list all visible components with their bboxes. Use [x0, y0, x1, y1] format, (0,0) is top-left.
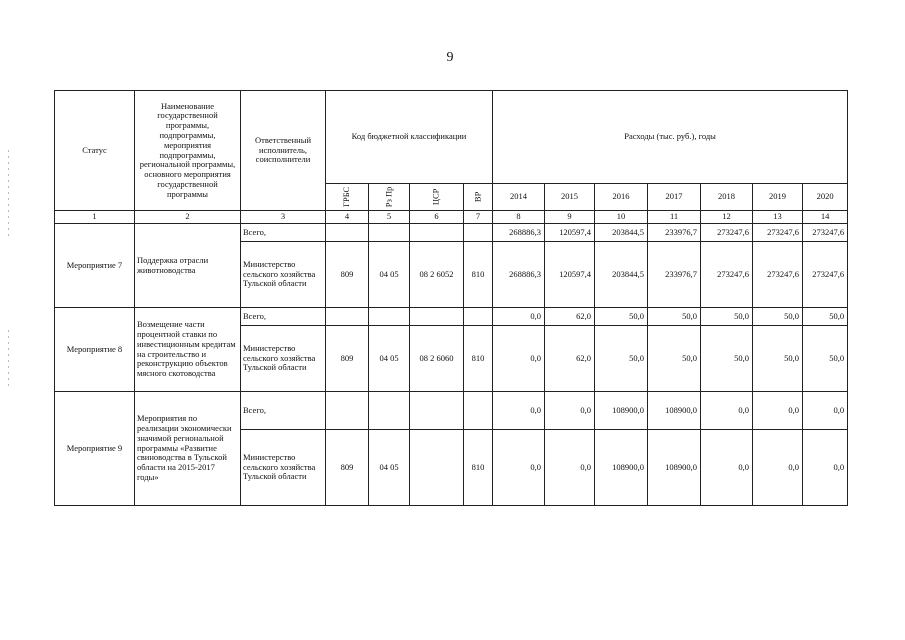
expense-value: 233976,7 [648, 242, 701, 308]
column-number: 6 [410, 211, 464, 224]
measure-name: Возмещение части процентной ставки по инвестиционным кредитам на строительство и реконструкцию объектов мясного скотоводства [135, 308, 241, 392]
empty-code-cell [464, 308, 493, 326]
measure-total-row [55, 308, 848, 326]
column-number-row [55, 211, 848, 224]
header-year: 2015 [545, 184, 595, 211]
expense-value: 108900,0 [595, 430, 648, 506]
column-number: 10 [595, 211, 648, 224]
expense-value: 50,0 [595, 326, 648, 392]
rzpr-code: 04 05 [369, 430, 410, 506]
total-value: 62,0 [545, 308, 595, 326]
expense-value: 273247,6 [753, 242, 803, 308]
header-year: 2016 [595, 184, 648, 211]
empty-code-cell [326, 224, 369, 242]
empty-code-cell [410, 224, 464, 242]
expense-value: 50,0 [803, 326, 848, 392]
total-value: 0,0 [803, 392, 848, 430]
header-year: 2017 [648, 184, 701, 211]
total-value: 50,0 [753, 308, 803, 326]
total-label: Всего, [241, 224, 326, 242]
expense-value: 203844,5 [595, 242, 648, 308]
csr-code [410, 430, 464, 506]
column-number: 11 [648, 211, 701, 224]
total-value: 108900,0 [648, 392, 701, 430]
empty-code-cell [326, 308, 369, 326]
header-executor: Ответственный исполнитель, соисполнители [241, 91, 326, 211]
header-year: 2014 [493, 184, 545, 211]
expense-value: 0,0 [803, 430, 848, 506]
expense-value: 62,0 [545, 326, 595, 392]
header-row [55, 91, 848, 184]
rzpr-code: 04 05 [369, 326, 410, 392]
header-year: 2019 [753, 184, 803, 211]
expense-value: 273247,6 [803, 242, 848, 308]
total-value: 0,0 [753, 392, 803, 430]
empty-code-cell [410, 308, 464, 326]
csr-code: 08 2 6052 [410, 242, 464, 308]
expense-value: 0,0 [493, 430, 545, 506]
column-number: 4 [326, 211, 369, 224]
expense-value: 120597,4 [545, 242, 595, 308]
column-number: 7 [464, 211, 493, 224]
executor: Министерство сельского хозяйства Тульской области [241, 242, 326, 308]
column-number: 5 [369, 211, 410, 224]
empty-code-cell [410, 392, 464, 430]
grbs-code: 809 [326, 326, 369, 392]
total-value: 0,0 [493, 308, 545, 326]
total-value: 273247,6 [701, 224, 753, 242]
column-number: 8 [493, 211, 545, 224]
header-status: Статус [55, 91, 135, 211]
measure-status: Мероприятие 8 [55, 308, 135, 392]
expense-value: 273247,6 [701, 242, 753, 308]
header-rzpr: Рз Пр [369, 184, 410, 211]
budget-table [54, 90, 848, 506]
column-number: 9 [545, 211, 595, 224]
total-label: Всего, [241, 392, 326, 430]
header-year: 2020 [803, 184, 848, 211]
total-value: 268886,3 [493, 224, 545, 242]
empty-code-cell [464, 224, 493, 242]
expense-value: 0,0 [545, 430, 595, 506]
expense-value: 0,0 [753, 430, 803, 506]
empty-code-cell [326, 392, 369, 430]
vr-code: 810 [464, 326, 493, 392]
expense-value: 50,0 [648, 326, 701, 392]
measure-status: Мероприятие 9 [55, 392, 135, 506]
header-expenses: Расходы (тыс. руб.), годы [493, 91, 848, 184]
total-value: 120597,4 [545, 224, 595, 242]
header-csr: ЦСР [410, 184, 464, 211]
column-number: 2 [135, 211, 241, 224]
grbs-code: 809 [326, 242, 369, 308]
total-value: 50,0 [595, 308, 648, 326]
total-value: 50,0 [803, 308, 848, 326]
column-number: 1 [55, 211, 135, 224]
total-value: 50,0 [648, 308, 701, 326]
header-name: Наименование государственной программы, подпрограммы, мероприятия подпрограммы, региональной программы, основного мероприятия государственной программы [135, 91, 241, 211]
expense-value: 268886,3 [493, 242, 545, 308]
expense-value: 0,0 [701, 430, 753, 506]
expense-value: 0,0 [493, 326, 545, 392]
page-number: 9 [446, 50, 454, 65]
measure-total-row [55, 392, 848, 430]
scan-mark [8, 150, 9, 240]
total-value: 233976,7 [648, 224, 701, 242]
vr-code: 810 [464, 242, 493, 308]
header-year: 2018 [701, 184, 753, 211]
total-value: 273247,6 [753, 224, 803, 242]
measure-status: Мероприятие 7 [55, 224, 135, 308]
column-number: 12 [701, 211, 753, 224]
expense-value: 108900,0 [648, 430, 701, 506]
executor: Министерство сельского хозяйства Тульской области [241, 326, 326, 392]
grbs-code: 809 [326, 430, 369, 506]
total-label: Всего, [241, 308, 326, 326]
csr-code: 08 2 6060 [410, 326, 464, 392]
header-vr: ВР [464, 184, 493, 211]
expense-value: 50,0 [753, 326, 803, 392]
vr-code: 810 [464, 430, 493, 506]
scan-mark [8, 330, 9, 390]
total-value: 50,0 [701, 308, 753, 326]
empty-code-cell [464, 392, 493, 430]
executor: Министерство сельского хозяйства Тульской области [241, 430, 326, 506]
total-value: 0,0 [545, 392, 595, 430]
total-value: 0,0 [701, 392, 753, 430]
expense-value: 50,0 [701, 326, 753, 392]
column-number: 3 [241, 211, 326, 224]
total-value: 273247,6 [803, 224, 848, 242]
measure-name: Мероприятия по реализации экономически значимой региональной программы «Развитие свиноводства в Тульской области на 2015-2017 годы» [135, 392, 241, 506]
total-value: 108900,0 [595, 392, 648, 430]
measure-name: Поддержка отрасли животноводства [135, 224, 241, 308]
column-number: 14 [803, 211, 848, 224]
measure-total-row [55, 224, 848, 242]
total-value: 203844,5 [595, 224, 648, 242]
empty-code-cell [369, 308, 410, 326]
header-grbs: ГРБС [326, 184, 369, 211]
total-value: 0,0 [493, 392, 545, 430]
empty-code-cell [369, 392, 410, 430]
column-number: 13 [753, 211, 803, 224]
empty-code-cell [369, 224, 410, 242]
rzpr-code: 04 05 [369, 242, 410, 308]
header-code: Код бюджетной классификации [326, 91, 493, 184]
